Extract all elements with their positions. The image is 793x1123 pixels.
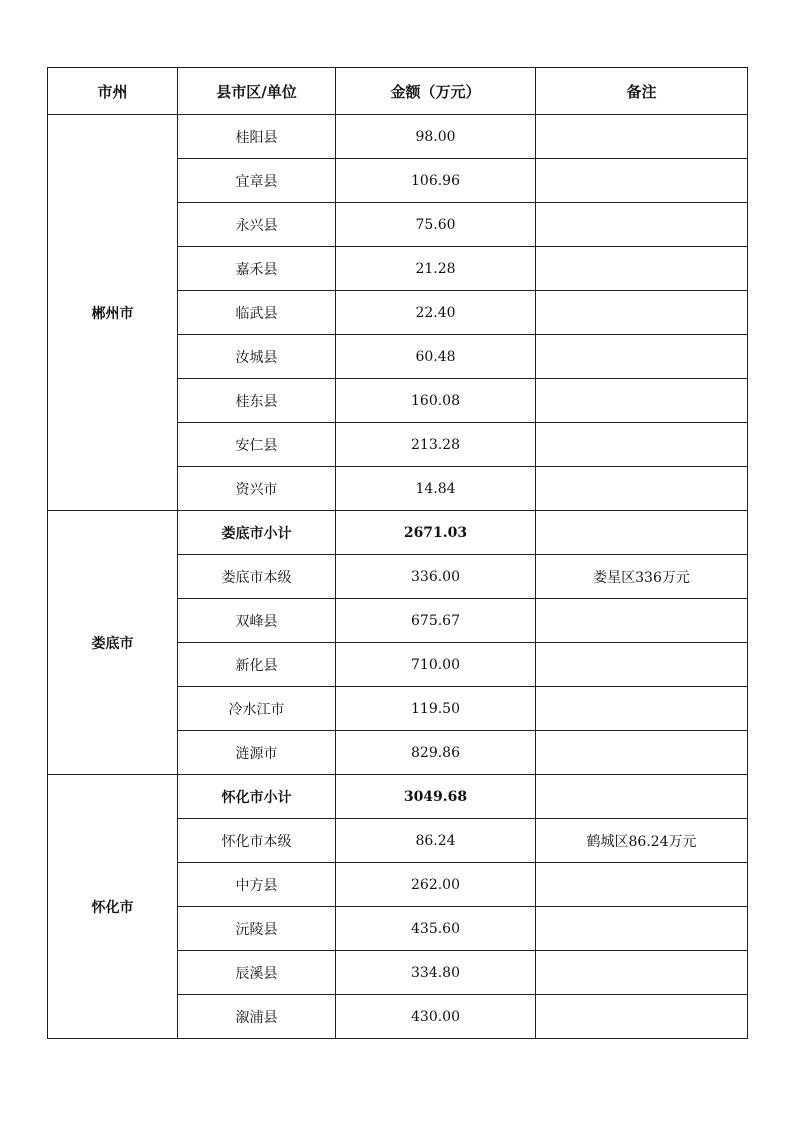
note-cell (536, 203, 748, 247)
amount-cell: 829.86 (336, 731, 536, 775)
amount-cell: 262.00 (336, 863, 536, 907)
unit-cell: 桂阳县 (178, 115, 336, 159)
note-cell: 鹤城区86.24万元 (536, 819, 748, 863)
amount-cell: 334.80 (336, 951, 536, 995)
amount-cell: 21.28 (336, 247, 536, 291)
unit-cell: 娄底市小计 (178, 511, 336, 555)
header-amount: 金额（万元） (336, 68, 536, 115)
header-city: 市州 (48, 68, 178, 115)
subtotal-row (48, 775, 748, 819)
unit-cell: 辰溪县 (178, 951, 336, 995)
unit-cell: 溆浦县 (178, 995, 336, 1039)
unit-cell: 桂东县 (178, 379, 336, 423)
unit-cell: 资兴市 (178, 467, 336, 511)
amount-cell: 106.96 (336, 159, 536, 203)
amount-cell: 336.00 (336, 555, 536, 599)
unit-cell: 冷水江市 (178, 687, 336, 731)
amount-cell: 86.24 (336, 819, 536, 863)
header-note: 备注 (536, 68, 748, 115)
note-cell (536, 247, 748, 291)
note-cell (536, 467, 748, 511)
unit-cell: 中方县 (178, 863, 336, 907)
amount-cell: 435.60 (336, 907, 536, 951)
note-cell (536, 291, 748, 335)
header-unit: 县市区/单位 (178, 68, 336, 115)
city-cell: 郴州市 (48, 115, 178, 511)
amount-cell: 60.48 (336, 335, 536, 379)
note-cell: 娄星区336万元 (536, 555, 748, 599)
note-cell (536, 907, 748, 951)
unit-cell: 安仁县 (178, 423, 336, 467)
note-cell (536, 159, 748, 203)
note-cell (536, 423, 748, 467)
table-row (48, 115, 748, 159)
table-body (48, 68, 748, 1039)
amount-cell: 710.00 (336, 643, 536, 687)
unit-cell: 沅陵县 (178, 907, 336, 951)
unit-cell: 双峰县 (178, 599, 336, 643)
unit-cell: 永兴县 (178, 203, 336, 247)
amount-cell: 213.28 (336, 423, 536, 467)
amount-cell: 3049.68 (336, 775, 536, 819)
amount-cell: 2671.03 (336, 511, 536, 555)
note-cell (536, 731, 748, 775)
amount-cell: 160.08 (336, 379, 536, 423)
note-cell (536, 511, 748, 555)
unit-cell: 新化县 (178, 643, 336, 687)
unit-cell: 嘉禾县 (178, 247, 336, 291)
note-cell (536, 687, 748, 731)
unit-cell: 娄底市本级 (178, 555, 336, 599)
note-cell (536, 995, 748, 1039)
amount-cell: 430.00 (336, 995, 536, 1039)
unit-cell: 涟源市 (178, 731, 336, 775)
unit-cell: 临武县 (178, 291, 336, 335)
unit-cell: 汝城县 (178, 335, 336, 379)
amount-cell: 675.67 (336, 599, 536, 643)
unit-cell: 怀化市小计 (178, 775, 336, 819)
note-cell (536, 379, 748, 423)
unit-cell: 宜章县 (178, 159, 336, 203)
note-cell (536, 951, 748, 995)
note-cell (536, 115, 748, 159)
note-cell (536, 599, 748, 643)
unit-cell: 怀化市本级 (178, 819, 336, 863)
note-cell (536, 643, 748, 687)
amount-cell: 22.40 (336, 291, 536, 335)
note-cell (536, 335, 748, 379)
amount-cell: 14.84 (336, 467, 536, 511)
amount-cell: 75.60 (336, 203, 536, 247)
note-cell (536, 775, 748, 819)
amount-cell: 119.50 (336, 687, 536, 731)
allocation-table (47, 67, 748, 1039)
city-cell: 娄底市 (48, 511, 178, 775)
city-cell: 怀化市 (48, 775, 178, 1039)
header-row (48, 68, 748, 115)
note-cell (536, 863, 748, 907)
subtotal-row (48, 511, 748, 555)
amount-cell: 98.00 (336, 115, 536, 159)
